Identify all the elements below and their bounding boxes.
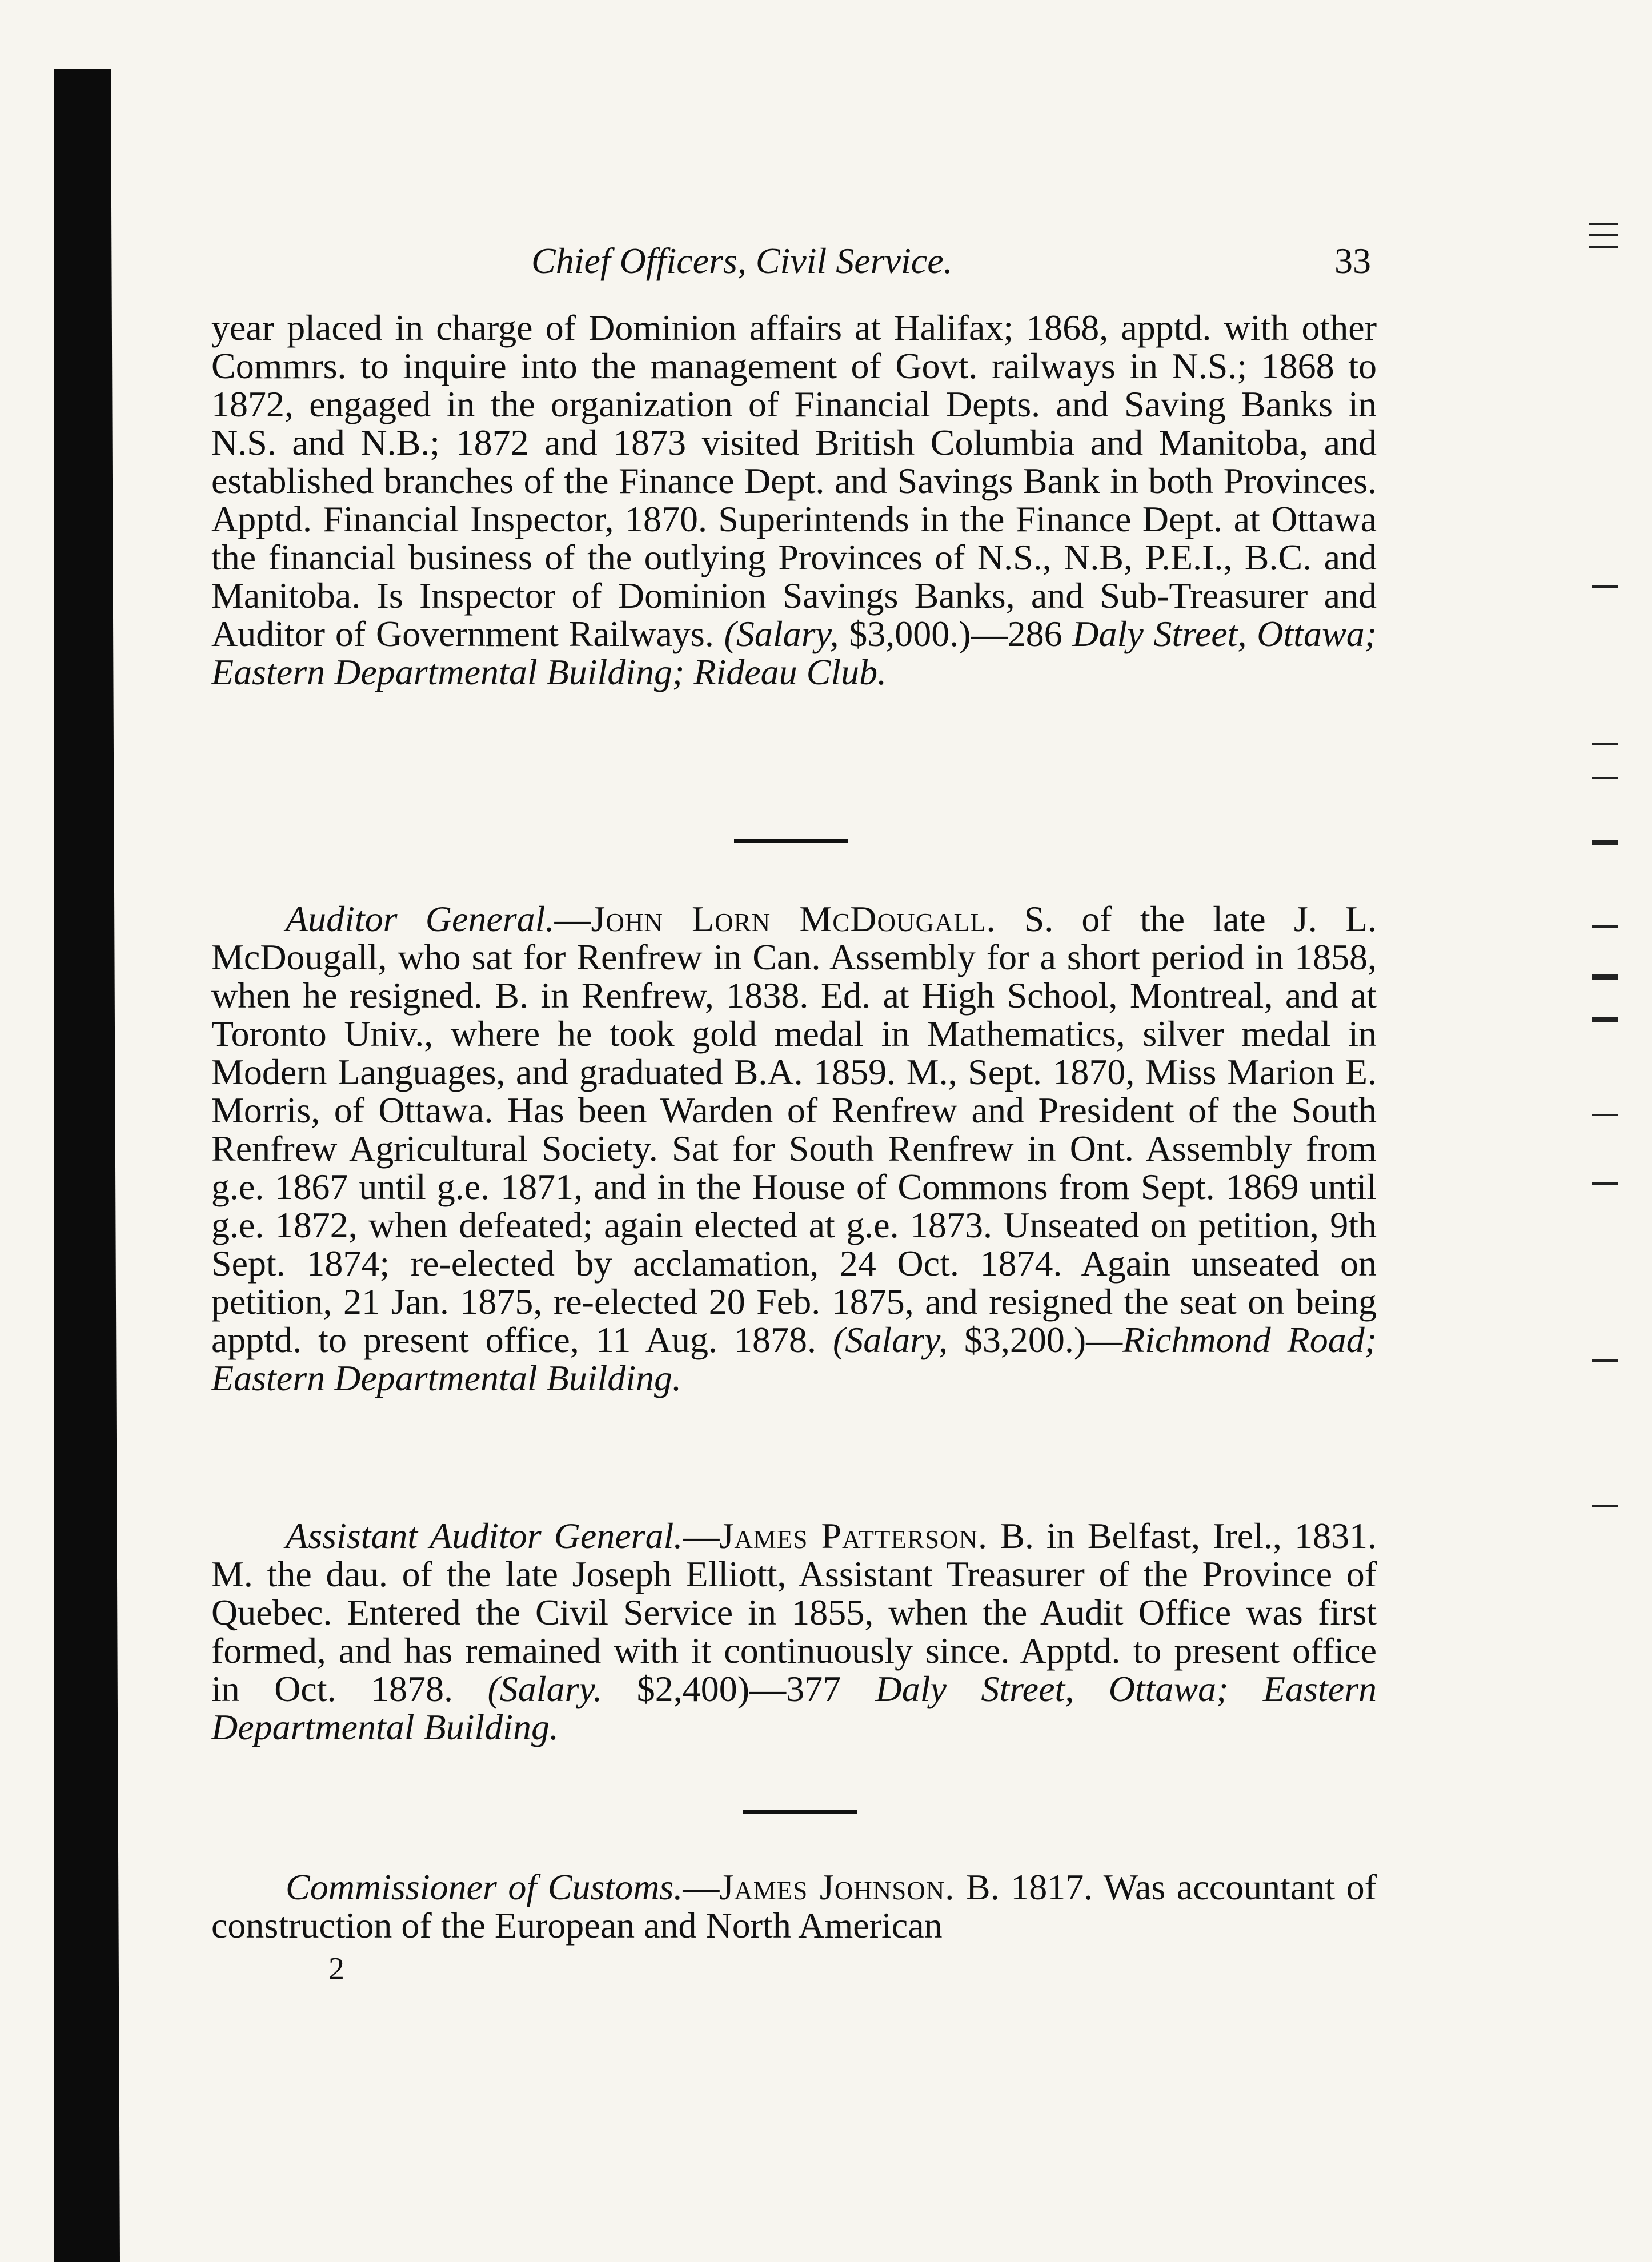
salary-label: (Salary, [724, 613, 839, 654]
entry-name: James Johnson. [719, 1867, 955, 1907]
margin-mark [1592, 1505, 1618, 1507]
salary-label: (Salary. [487, 1669, 603, 1709]
address-text: Daly Street, Ottawa; Eastern Departmental Building. [211, 1669, 1377, 1747]
page-number: 33 [1334, 240, 1371, 281]
book-spine-shadow [54, 69, 106, 2262]
address-text: Daly Street, Ottawa; Eastern Departmental Building; Rideau Club. [211, 613, 1377, 692]
auditor-general-entry [211, 900, 1377, 1397]
salary-value: $3,000.)—286 [839, 613, 1073, 654]
entry-title: Assistant Auditor General. [286, 1515, 683, 1556]
right-margin-marks [1538, 0, 1652, 2262]
entry-body: B. 1817. Was accountant of construction of the European and North American [211, 1867, 1377, 1946]
entry-body: B. in Belfast, Irel., 1831. M. the dau. of the late Joseph Elliott, Assistant Treasurer of the Province of Quebec. Entered the Civil Service in 1855, when the Audit Office was first formed, and has remained with it continuously since. Apptd. to present office in Oct. 1878. [211, 1515, 1377, 1709]
margin-mark [1592, 840, 1618, 845]
margin-mark [1592, 1182, 1618, 1185]
assistant-auditor-paragraph [211, 1517, 1377, 1746]
margin-mark [1592, 925, 1618, 928]
customs-paragraph [211, 1868, 1377, 1944]
auditor-general-paragraph [211, 900, 1377, 1397]
margin-mark [1592, 585, 1618, 588]
section-divider [734, 839, 848, 843]
continued-text: year placed in charge of Dominion affairs at Halifax; 1868, apptd. with other Commrs. to inquire into the management of Govt. railways in N.S.; 1868 to 1872, engaged in the organization of Financial Depts. and Saving Banks in N.S. and N.B.; 1872 and 1873 visited British Columbia and Manitoba, and established branches of the Finance Dept. and Savings Bank in both Provinces. Apptd. Financial Inspector, 1870. Superintends in the Finance Dept. at Ottawa the financial business of the outlying Provinces of N.S., N.B, P.E.I., B.C. and Manitoba. Is Inspector of Dominion Savings Banks, and Sub-Treasurer and Auditor of Government Railways. [211, 307, 1377, 654]
margin-mark [1589, 246, 1618, 248]
page-header [531, 240, 1371, 286]
signature-mark: 2 [328, 1951, 344, 1987]
salary-value: $3,200.)— [947, 1320, 1123, 1360]
entry-title: Commissioner of Customs. [286, 1867, 683, 1907]
margin-mark [1592, 1359, 1618, 1362]
entry-name: John Lorn McDougall. [591, 899, 996, 939]
margin-mark [1592, 1017, 1618, 1022]
margin-mark [1589, 223, 1618, 225]
running-head: Chief Officers, Civil Service. [531, 240, 953, 281]
margin-mark [1592, 974, 1618, 980]
continued-paragraph [211, 308, 1377, 691]
assistant-auditor-entry [211, 1517, 1377, 1746]
salary-label: (Salary, [832, 1320, 948, 1360]
address-text: Richmond Road; Eastern Departmental Building. [211, 1320, 1377, 1398]
margin-mark [1589, 234, 1618, 236]
margin-mark [1592, 1114, 1618, 1116]
salary-value: $2,400)—377 [602, 1669, 876, 1709]
entry-body: S. of the late J. L. McDougall, who sat for Renfrew in Can. Assembly for a short period in 1858, when he resigned. B. in Renfrew, 1838. Ed. at High School, Montreal, and at Toronto Univ., where he took gold medal in Mathematics, silver medal in Modern Languages, and graduated B.A. 1859. M., Sept. 1870, Miss Marion E. Morris, of Ottawa. Has been Warden of Renfrew and President of the South Renfrew Agricultural Society. Sat for South Renfrew in Ont. Assembly from g.e. 1867 until g.e. 1871, and in the House of Commons from Sept. 1869 until g.e. 1872, when defeated; again elected at g.e. 1873. Unseated on petition, 9th Sept. 1874; re-elected by acclamation, 24 Oct. 1874. Again unseated on petition, 21 Jan. 1875, re-elected 20 Feb. 1875, and resigned the seat on being apptd. to present office, 11 Aug. 1878. [211, 899, 1377, 1360]
entry-title: Auditor General. [286, 899, 555, 939]
entry-name: James Patterson. [719, 1515, 988, 1556]
continued-entry [211, 308, 1377, 691]
customs-entry [211, 1868, 1377, 1944]
margin-mark [1592, 743, 1618, 745]
section-divider [743, 1810, 857, 1814]
entry-dash: — [683, 1515, 720, 1556]
entry-dash: — [554, 899, 591, 939]
margin-mark [1592, 777, 1618, 779]
entry-dash: — [683, 1867, 720, 1907]
